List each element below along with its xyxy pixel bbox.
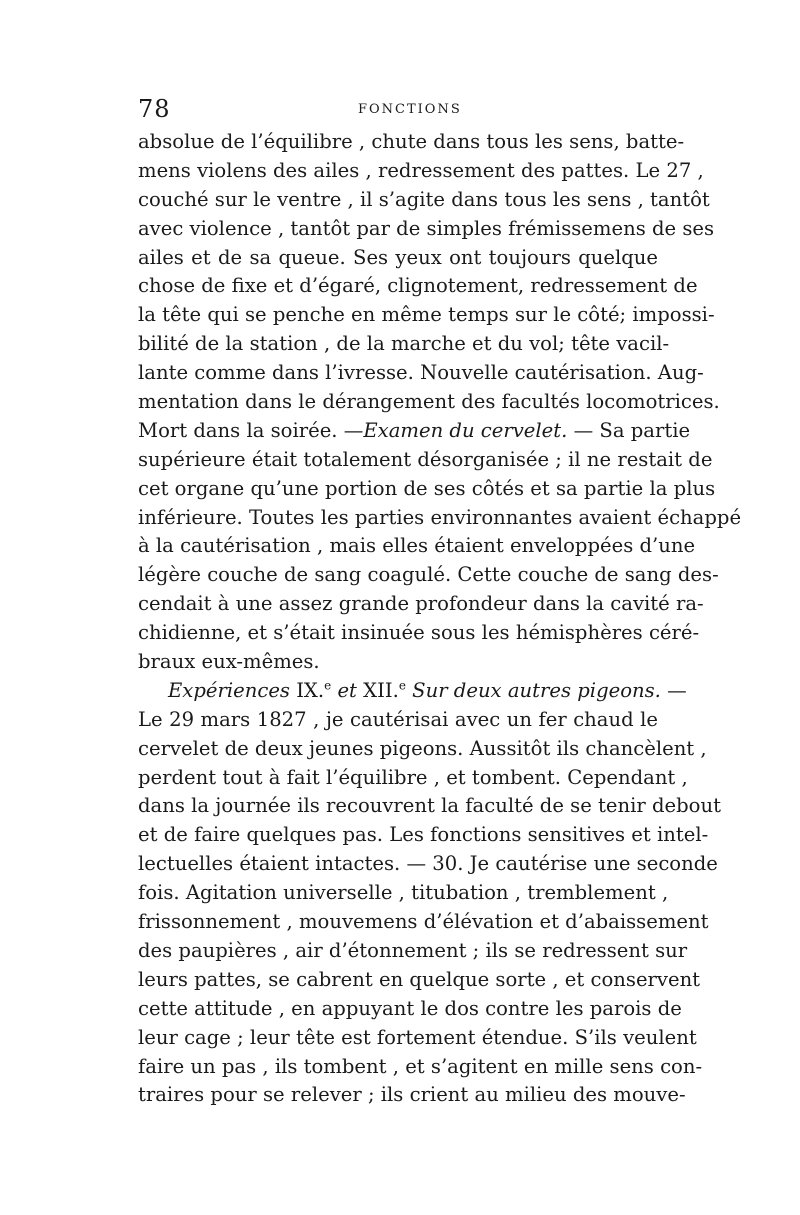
text-line: traires pour se relever ; ils crient au milieu des mouve-: [138, 1083, 686, 1107]
text-segment: Mort dans la soirée. —: [138, 418, 364, 442]
text-line: fois. Agitation universelle , titubation , tremblement ,: [138, 881, 669, 905]
text-line: absolue de l’équilibre , chute dans tous les sens, batte-: [138, 130, 685, 153]
text-line: lectuelles étaient intactes. — 30. Je cautérise une seconde: [138, 852, 718, 876]
text-line: légère couche de sang coagulé. Cette couche de sang des-: [138, 563, 719, 587]
text-line: bilité de la station , de la marche et du vol; tête vacil-: [138, 332, 670, 356]
text-line: faire un pas , ils tombent , et s’agitent en mille sens con-: [138, 1054, 703, 1078]
text-segment: — Sa partie: [567, 418, 691, 442]
text-line-experiences-heading: [138, 677, 687, 706]
page-header: [138, 94, 658, 126]
body-text: [138, 128, 742, 1110]
text-line: et de faire quelques pas. Les fonctions sensitives et intel-: [138, 823, 709, 847]
page-number: 78: [138, 95, 171, 123]
text-line: ailes et de sa queue. Ses yeux ont toujours quelque: [138, 245, 658, 269]
text-line: leurs pattes, se cabrent en quelque sorte , et conservent: [138, 967, 701, 991]
text-line: supérieure était totalement désorganisée ; il ne restait de: [138, 447, 713, 471]
text-segment-italic: Sur deux autres pigeons.: [405, 678, 661, 702]
text-line: chidienne, et s’était insinuée sous les hémisphères céré-: [138, 621, 700, 645]
text-line: cette attitude , en appuyant le dos contre les parois de: [138, 996, 682, 1020]
text-segment-italic: et: [331, 678, 357, 702]
text-line: cet organe qu’une portion de ses côtés et sa partie la plus: [138, 476, 716, 500]
running-head: FONCTIONS: [358, 102, 462, 117]
superscript: e: [324, 678, 332, 693]
text-line: couché sur le ventre , il s’agite dans tous les sens , tantôt: [138, 187, 710, 211]
text-line: cendait à une assez grande profondeur dans la cavité ra-: [138, 592, 704, 616]
text-line: lante comme dans l’ivresse. Nouvelle cautérisation. Aug-: [138, 361, 704, 385]
text-segment-italic: Examen du cervelet.: [363, 418, 568, 442]
text-line: à la cautérisation , mais elles étaient enveloppées d’une: [138, 534, 696, 558]
text-line: des paupières , air d’étonnement ; ils se redressent sur: [138, 938, 688, 962]
text-line: avec violence , tantôt par de simples frémissemens de ses: [138, 216, 715, 240]
text-segment-italic: Expériences: [168, 678, 290, 702]
text-segment: —: [660, 678, 687, 702]
text-line-examen: [138, 417, 691, 446]
text-line: mentation dans le dérangement des facultés locomotrices.: [138, 390, 720, 414]
text-line: dans la journée ils recouvrent la faculté de se tenir debout: [138, 794, 721, 818]
text-line: la tête qui se penche en même temps sur le côté; impossi-: [138, 303, 715, 327]
text-line: mens violens des ailes , redressement des pattes. Le 27 ,: [138, 158, 704, 182]
text-line: leur cage ; leur tête est fortement étendue. S’ils veulent: [138, 1025, 697, 1049]
text-line: perdent tout à fait l’équilibre , et tombent. Cependant ,: [138, 765, 688, 789]
text-line: inférieure. Toutes les parties environnantes avaient échappé: [138, 505, 742, 529]
superscript: e: [398, 678, 406, 693]
text-line: Le 29 mars 1827 , je cautérisai avec un fer chaud le: [138, 707, 658, 731]
text-line: braux eux-mêmes.: [138, 650, 320, 674]
text-line: cervelet de deux jeunes pigeons. Aussitôt ils chancèlent ,: [138, 736, 707, 760]
text-line: frissonnement , mouvemens d’élévation et d’abaissement: [138, 910, 709, 934]
text-segment: IX.: [289, 678, 325, 702]
text-segment: XII.: [356, 678, 399, 702]
text-line: chose de fixe et d’égaré, clignotement, redressement de: [138, 274, 698, 298]
